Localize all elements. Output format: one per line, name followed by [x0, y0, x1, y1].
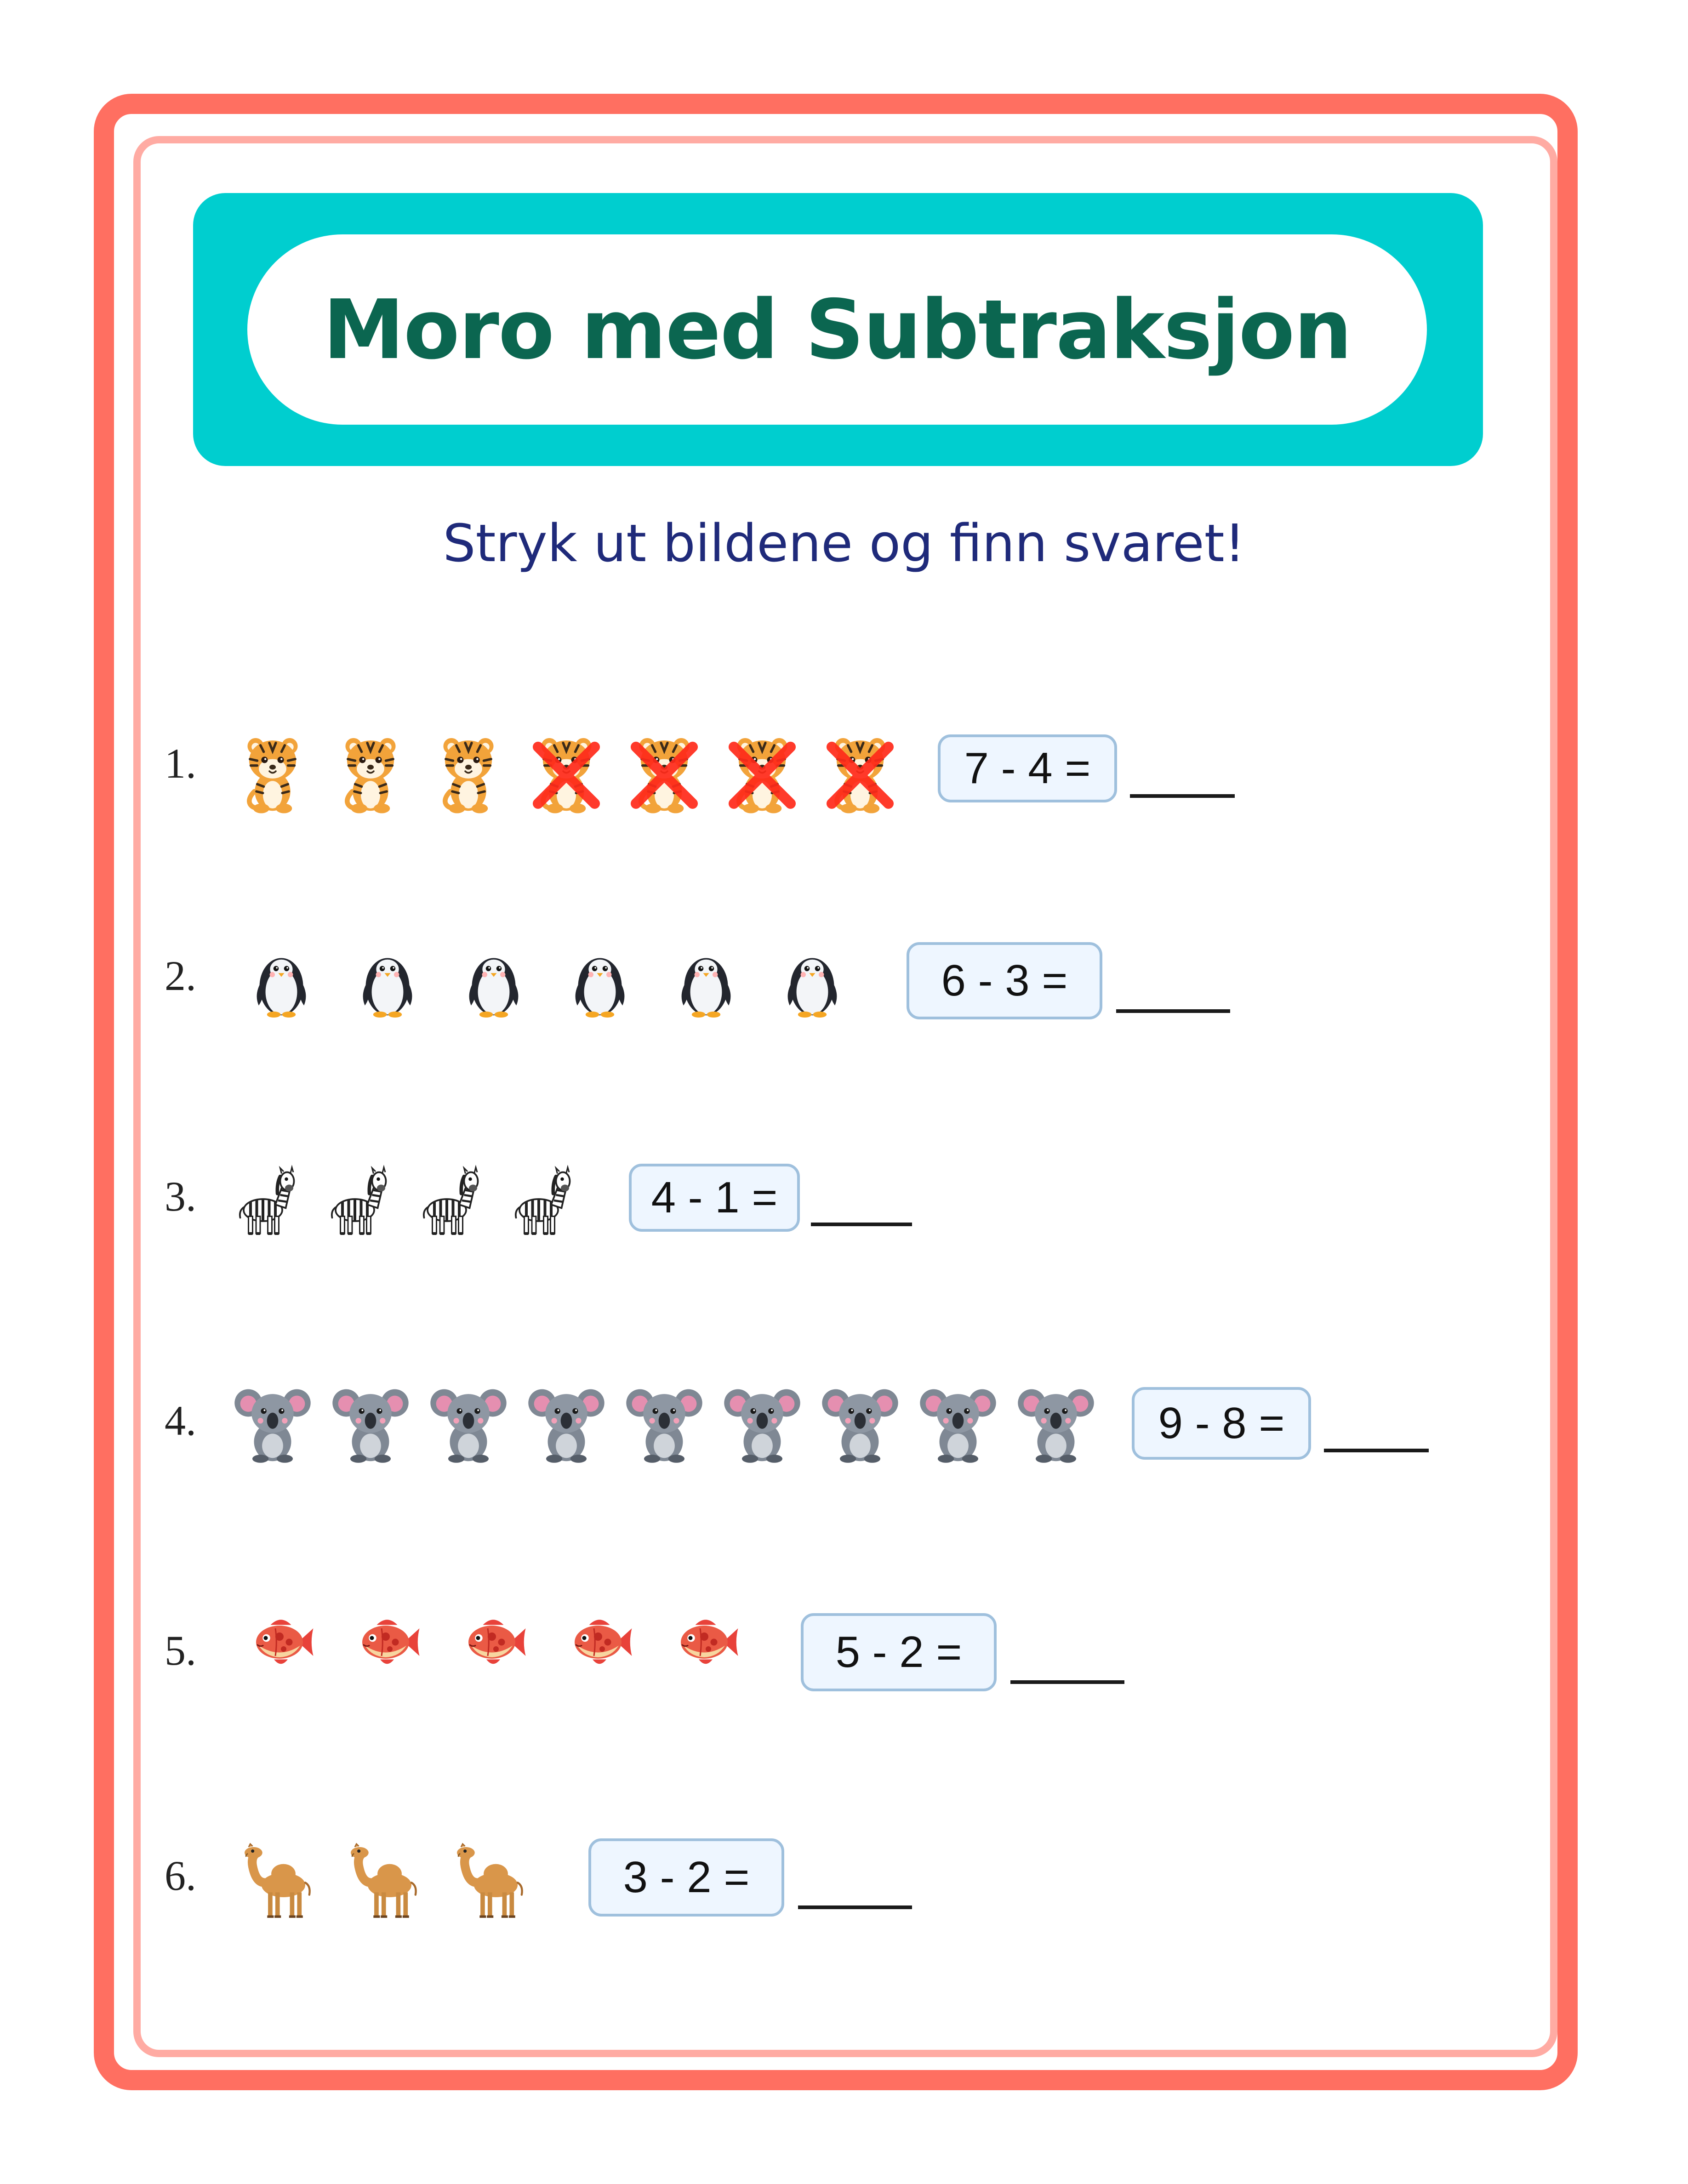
koala-picture[interactable]: [722, 1378, 803, 1465]
penguin-picture[interactable]: [668, 933, 744, 1027]
answer-blank[interactable]: [1130, 794, 1235, 798]
answer-blank[interactable]: [798, 1905, 912, 1909]
tiger-picture[interactable]: [526, 726, 607, 816]
fish-picture[interactable]: [551, 1608, 648, 1677]
equation-box: 9 - 8 =: [1132, 1387, 1311, 1460]
tiger-picture[interactable]: [428, 726, 509, 816]
answer-blank[interactable]: [1324, 1449, 1429, 1452]
fish-picture[interactable]: [657, 1608, 754, 1677]
zebra-picture[interactable]: [414, 1158, 483, 1243]
equation-box: 7 - 4 =: [938, 734, 1117, 802]
problem-number: 2.: [165, 952, 196, 999]
problem-row-3: [0, 1154, 1688, 1246]
koala-picture[interactable]: [624, 1378, 705, 1465]
koala-picture[interactable]: [820, 1378, 901, 1465]
problem-row-5: [0, 1608, 1688, 1700]
problem-row-4: [0, 1378, 1688, 1470]
problem-number: 5.: [165, 1627, 196, 1674]
problem-number: 6.: [165, 1852, 196, 1899]
penguin-picture[interactable]: [775, 933, 850, 1027]
problem-number: 1.: [165, 740, 196, 787]
penguin-picture[interactable]: [562, 933, 638, 1027]
equation-box: 6 - 3 =: [907, 942, 1102, 1019]
fish-picture[interactable]: [232, 1608, 330, 1677]
title-pill: [247, 234, 1427, 425]
tiger-picture[interactable]: [820, 726, 901, 816]
penguin-picture[interactable]: [244, 933, 319, 1027]
penguin-picture[interactable]: [350, 933, 425, 1027]
camel-picture[interactable]: [454, 1833, 535, 1928]
title-banner: [193, 193, 1483, 466]
penguin-picture[interactable]: [456, 933, 531, 1027]
camel-picture[interactable]: [241, 1833, 322, 1928]
koala-picture[interactable]: [1015, 1378, 1096, 1465]
problem-row-1: [0, 726, 1688, 818]
page-title: Moro med Subtraksjon: [323, 282, 1352, 377]
zebra-picture[interactable]: [230, 1158, 299, 1243]
problem-row-2: [0, 933, 1688, 1025]
camel-picture[interactable]: [348, 1833, 428, 1928]
koala-picture[interactable]: [330, 1378, 411, 1465]
koala-picture[interactable]: [526, 1378, 607, 1465]
zebra-picture[interactable]: [506, 1158, 575, 1243]
problem-number: 4.: [165, 1397, 196, 1444]
koala-picture[interactable]: [232, 1378, 313, 1465]
tiger-picture[interactable]: [330, 726, 411, 816]
koala-picture[interactable]: [918, 1378, 998, 1465]
koala-picture[interactable]: [428, 1378, 509, 1465]
equation-box: 5 - 2 =: [801, 1613, 997, 1691]
equation-box: 4 - 1 =: [629, 1164, 800, 1232]
fish-picture[interactable]: [338, 1608, 436, 1677]
equation-box: 3 - 2 =: [588, 1838, 784, 1917]
problem-row-6: [0, 1833, 1688, 1925]
tiger-picture[interactable]: [624, 726, 705, 816]
tiger-picture[interactable]: [232, 726, 313, 816]
answer-blank[interactable]: [811, 1223, 912, 1226]
instructions: Stryk ut bildene og finn svaret!: [443, 514, 1245, 574]
zebra-picture[interactable]: [322, 1158, 391, 1243]
answer-blank[interactable]: [1010, 1680, 1124, 1684]
fish-picture[interactable]: [445, 1608, 542, 1677]
tiger-picture[interactable]: [722, 726, 803, 816]
problem-number: 3.: [165, 1173, 196, 1220]
answer-blank[interactable]: [1116, 1009, 1230, 1013]
